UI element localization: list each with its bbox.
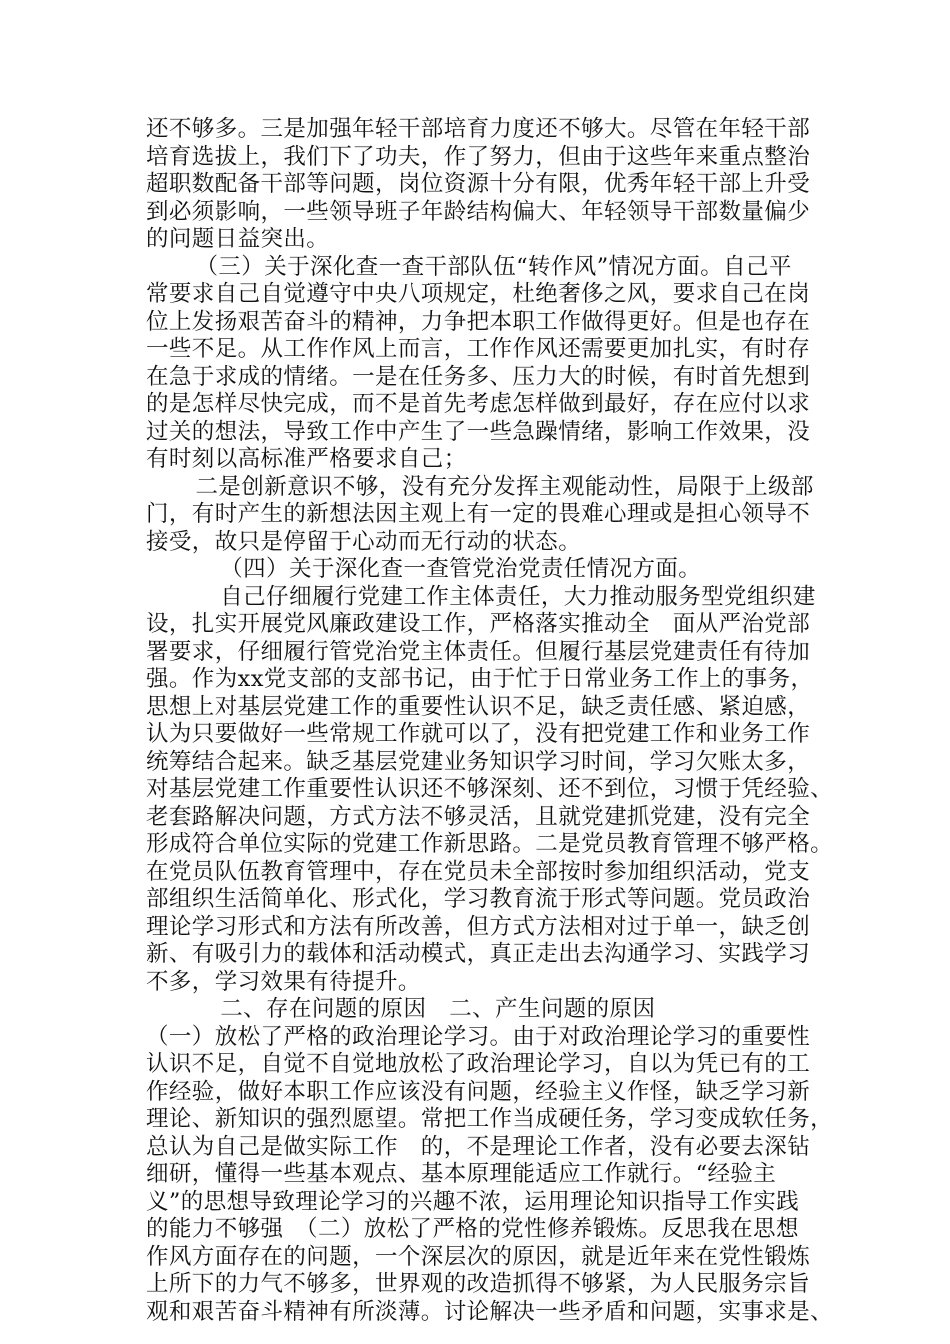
text-line: 上所下的力气不够多，世界观的改造抓得不够紧，为人民服务宗旨 bbox=[146, 1271, 811, 1297]
text-line: 老套路解决问题，方式方法不够灵活，且就党建抓党建，没有完全 bbox=[146, 803, 811, 830]
text-line: （四）关于深化查一查管党治党责任情况方面。 bbox=[220, 556, 702, 582]
text-line: 总认为自己是做实际工作 的，不是理论工作者，没有必要去深钻 bbox=[146, 1133, 811, 1160]
text-line: 有时刻以高标准严格要求自己； bbox=[146, 446, 467, 472]
text-line: 理论、新知识的强烈愿望。常把工作当成硬任务，学习变成软任务， bbox=[146, 1106, 834, 1132]
text-line: 观和艰苦奋斗精神有所淡薄。讨论解决一些矛盾和问题，实事求是、 bbox=[146, 1298, 834, 1325]
text-line: 二是创新意识不够，没有充分发挥主观能动性，局限于上级部 bbox=[195, 473, 814, 500]
text-line: 对基层党建工作重要性认识还不够深刻、还不到位，习惯于凭经验、 bbox=[146, 776, 834, 802]
text-line: 作经验，做好本职工作应该没有问题，经验主义作怪，缺乏学习新 bbox=[146, 1078, 811, 1105]
text-line: 接受，故只是停留于心动而无行动的状态。 bbox=[146, 528, 582, 555]
text-line: 统筹结合起来。缺乏基层党建业务知识学习时间，学习欠账太多， bbox=[146, 748, 811, 775]
text-line: 超职数配备干部等问题，岗位资源十分有限，优秀年轻干部上升受 bbox=[146, 171, 811, 197]
text-line: 常要求自己自觉遵守中央八项规定，杜绝奢侈之风，要求自己在岗 bbox=[146, 281, 811, 307]
text-line: 门，有时产生的新想法因主观上有一定的畏难心理或是担心领导不 bbox=[146, 501, 811, 527]
text-line: 培育选拔上，我们下了功夫，作了努力，但由于这些年来重点整治 bbox=[146, 143, 811, 170]
text-line: 不多，学习效果有待提升。 bbox=[146, 968, 421, 995]
text-line: 在党员队伍教育管理中，存在党员未全部按时参加组织活动，党支 bbox=[146, 858, 811, 885]
text-line: 义”的思想导致理论学习的兴趣不浓，运用理论知识指导工作实践 bbox=[146, 1188, 800, 1215]
text-line: 过关的想法，导致工作中产生了一些急躁情绪，影响工作效果，没 bbox=[146, 418, 811, 445]
text-line: 强。作为xx党支部的支部书记，由于忙于日常业务工作上的事务， bbox=[146, 666, 814, 692]
text-line: 认为只要做好一些常规工作就可以了，没有把党建工作和业务工作 bbox=[146, 721, 811, 747]
text-line: 一些不足。从工作作风上而言，工作作风还需要更加扎实，有时存 bbox=[146, 336, 811, 362]
text-line: 还不够多。三是加强年轻干部培育力度还不够大。尽管在年轻干部 bbox=[146, 116, 811, 142]
text-line: 部组织生活简单化、形式化，学习教育流于形式等问题。党员政治 bbox=[146, 886, 811, 912]
text-line: 二、存在问题的原因 二、产生问题的原因 bbox=[220, 996, 656, 1022]
text-line: 的是怎样尽快完成，而不是首先考虑怎样做到最好，存在应付以求 bbox=[146, 391, 811, 417]
text-line: 认识不足，自觉不自觉地放松了政治理论学习，自以为凭已有的工 bbox=[146, 1051, 811, 1077]
text-line: 位上发扬艰苦奋斗的精神，力争把本职工作做得更好。但是也存在 bbox=[146, 308, 811, 335]
text-line: 理论学习形式和方法有所改善，但方式方法相对过于单一，缺乏创 bbox=[146, 913, 811, 940]
text-line: 在急于求成的情绪。一是在任务多、压力大的时候，有时首先想到 bbox=[146, 363, 811, 390]
text-line: 的问题日益突出。 bbox=[146, 226, 330, 252]
text-line: 形成符合单位实际的党建工作新思路。二是党员教育管理不够严格。 bbox=[146, 831, 834, 857]
text-line: 自己仔细履行党建工作主体责任，大力推动服务型党组织建 bbox=[220, 583, 816, 610]
text-line: 细研，懂得一些基本观点、基本原理能适应工作就行。“经验主 bbox=[146, 1161, 777, 1187]
text-line: （一）放松了严格的政治理论学习。由于对政治理论学习的重要性 bbox=[146, 1023, 811, 1050]
document-body-text bbox=[146, 116, 836, 1326]
text-line: 新、有吸引力的载体和活动模式，真正走出去沟通学习、实践学习 bbox=[146, 941, 811, 967]
text-line: 设，扎实开展党风廉政建设工作，严格落实推动全 面从严治党部 bbox=[146, 611, 811, 637]
text-line: 的能力不够强 （二）放松了严格的党性修养锻炼。反思我在思想 bbox=[146, 1216, 799, 1242]
text-line: 思想上对基层党建工作的重要性认识不足，缺乏责任感、紧迫感， bbox=[146, 693, 811, 720]
text-line: 作风方面存在的问题，一个深层次的原因，就是近年来在党性锻炼 bbox=[146, 1243, 811, 1270]
text-line: 署要求，仔细履行管党治党主体责任。但履行基层党建责任有待加 bbox=[146, 638, 811, 665]
text-line: （三）关于深化查一查干部队伍“转作风”情况方面。自己平 bbox=[195, 253, 792, 280]
text-line: 到必须影响，一些领导班子年龄结构偏大、年轻领导干部数量偏少 bbox=[146, 198, 811, 225]
